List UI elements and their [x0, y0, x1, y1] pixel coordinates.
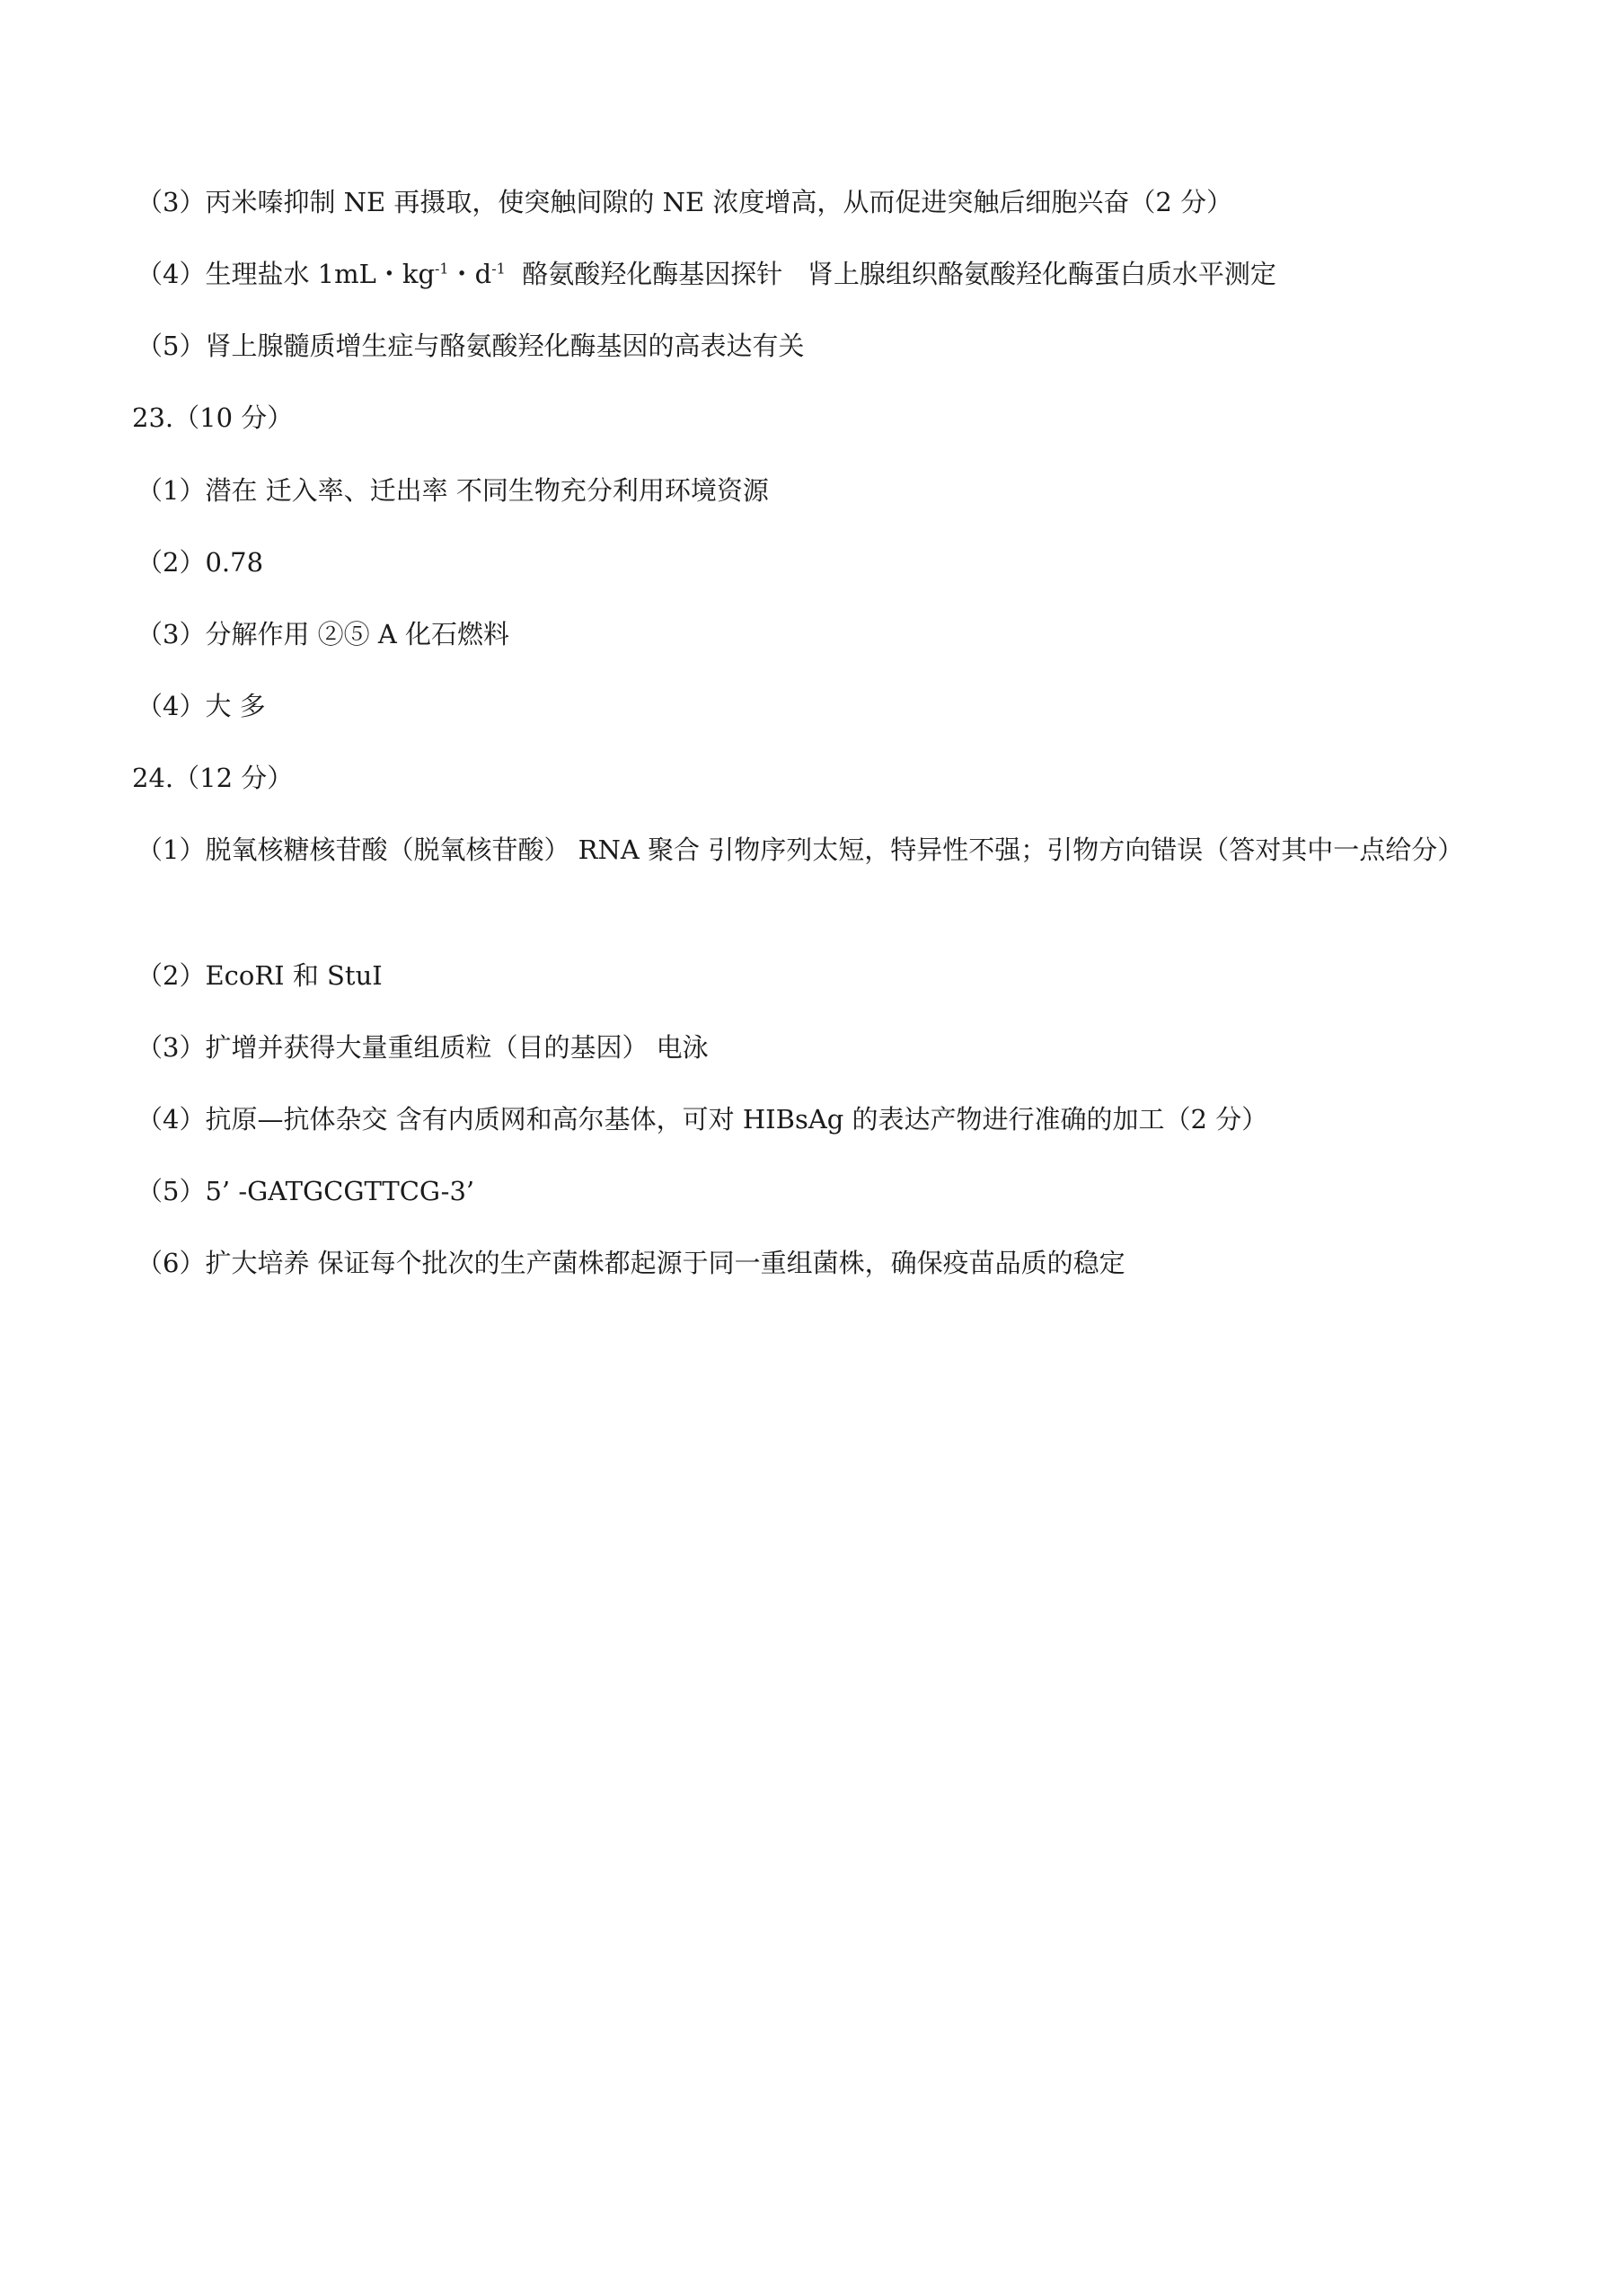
question-23-heading: 23.（10 分）	[132, 402, 294, 433]
answer-22-4-part-c: 酪氨酸羟化酶基因探针 肾上腺组织酪氨酸羟化酶蛋白质水平测定	[505, 259, 1276, 289]
answer-22-3: （3）丙米嗪抑制 NE 再摄取，使突触间隙的 NE 浓度增高，从而促进突触后细胞兴奋（2 分）	[137, 187, 1233, 217]
answer-22-4-part-b: ・d	[448, 259, 492, 289]
answer-22-5: （5）肾上腺髓质增生症与酪氨酸羟化酶基因的高表达有关	[137, 331, 805, 361]
answer-23-3: （3）分解作用 ②⑤ A 化石燃料	[137, 619, 510, 649]
answer-23-1: （1）潜在 迁入率、迁出率 不同生物充分利用环境资源	[137, 475, 769, 506]
answer-23-4: （4）大 多	[137, 691, 266, 721]
answer-24-6: （6）扩大培养 保证每个批次的生产菌株都起源于同一重组菌株，确保疫苗品质的稳定	[137, 1248, 1125, 1278]
answer-24-5: （5）5’ -GATGCGTTCG-3’	[137, 1176, 475, 1206]
answer-23-2: （2）0.78	[137, 547, 264, 578]
superscript-d: -1	[491, 260, 506, 278]
answer-24-3: （3）扩增并获得大量重组质粒（目的基因） 电泳	[137, 1032, 709, 1063]
answer-24-4: （4）抗原—抗体杂交 含有内质网和高尔基体，可对 HIBsAg 的表达产物进行准确的加工（2 分）	[137, 1104, 1268, 1135]
answer-24-1: （1）脱氧核糖核苷酸（脱氧核苷酸） RNA 聚合 引物序列太短，特异性不强；引物方向错误（答对其中一点给分）	[137, 835, 1464, 865]
answer-22-4-part-a: （4）生理盐水 1mL・kg	[137, 259, 436, 289]
superscript-kg: -1	[435, 260, 449, 278]
answer-24-2: （2）EcoRI 和 StuI	[137, 960, 383, 991]
answer-22-4	[137, 249, 1502, 299]
question-24-heading: 24.（12 分）	[132, 763, 294, 793]
